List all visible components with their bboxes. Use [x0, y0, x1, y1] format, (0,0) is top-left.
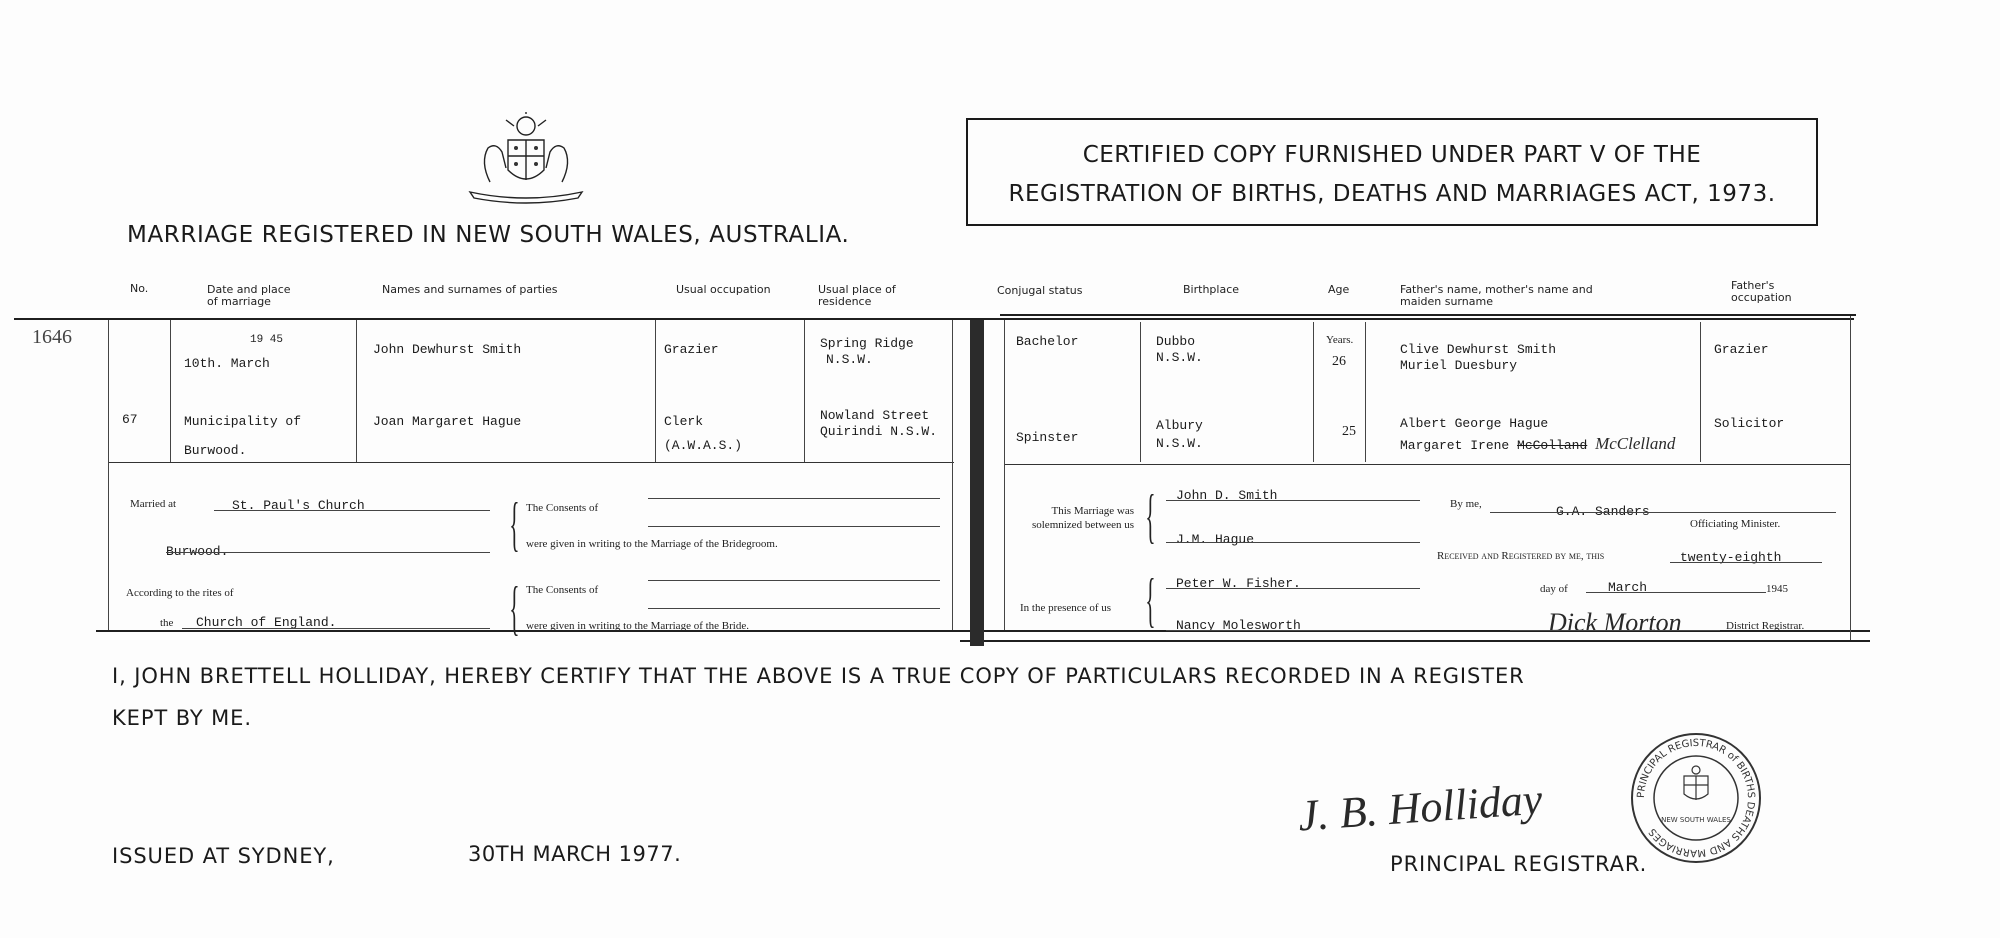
witness-1: Peter W. Fisher. [1176, 576, 1301, 591]
table-top-rule-right [1000, 314, 1856, 316]
column-header-conjugal: Conjugal status [997, 284, 1083, 297]
fill-line [1166, 588, 1420, 589]
groom-signature: John D. Smith [1176, 488, 1278, 503]
received-year: 1945 [1766, 583, 1788, 595]
col-divider [1004, 320, 1005, 630]
bride-birthplace-2: N.S.W. [1156, 436, 1203, 451]
margin-number: 1646 [32, 326, 72, 348]
col-divider [108, 320, 109, 630]
married-at-place: Burwood. [166, 544, 229, 559]
bride-birthplace-1: Albury [1156, 418, 1203, 433]
groom-residence-1: Spring Ridge [820, 336, 914, 351]
bride-mother-struck-surname: McColland [1517, 438, 1588, 453]
married-at-value: St. Paul's Church [232, 498, 365, 513]
bride-residence-1: Nowland Street [820, 408, 930, 423]
fill-line [648, 526, 940, 527]
column-header-no: No. [130, 282, 149, 295]
fill-line [1166, 500, 1420, 501]
bride-father: Albert George Hague [1400, 416, 1549, 431]
col-divider [1850, 316, 1851, 640]
certified-copy-line-2: REGISTRATION OF BIRTHS, DEATHS AND MARRIAGES ACT, 1973. [1008, 181, 1776, 207]
fill-line [214, 510, 490, 511]
brace: { [509, 491, 520, 557]
minister-title: Officiating Minister. [1690, 518, 1781, 530]
consents-text-1: were given in writing to the Marriage of the Bridegroom. [526, 538, 778, 550]
entry-year: 19 45 [250, 334, 284, 346]
col-divider [1140, 322, 1141, 462]
bride-father-occupation: Solicitor [1714, 416, 1785, 431]
groom-birthplace-2: N.S.W. [1156, 350, 1203, 365]
fill-line [648, 580, 940, 581]
received-day: twenty-eighth [1680, 550, 1782, 565]
upper-section-rule-right [1004, 464, 1850, 465]
col-divider [952, 320, 953, 630]
received-month: March [1608, 580, 1648, 595]
consents-label-1: The Consents of [526, 502, 599, 514]
rites-prefix: the [160, 617, 174, 629]
district-registrar-title: District Registrar. [1726, 620, 1805, 632]
entry-number: 67 [122, 412, 138, 427]
seal-inner-text: NEW SOUTH WALES [1661, 816, 1731, 824]
fill-line [648, 498, 940, 499]
groom-residence-2: N.S.W. [826, 352, 873, 367]
column-header-age: Age [1328, 283, 1350, 296]
married-at-label: Married at [130, 498, 177, 510]
fill-line [1490, 512, 1836, 513]
groom-occupation: Grazier [664, 342, 719, 357]
bride-occupation-2: (A.W.A.S.) [664, 438, 743, 453]
bride-mother-handwritten-correction: McClelland [1595, 434, 1676, 453]
registrar-signature: Dick Morton [1548, 608, 1682, 637]
col-divider [1313, 322, 1314, 462]
fill-line [182, 628, 490, 629]
received-label: Received and Registered by me, this [1437, 550, 1605, 562]
groom-birthplace-1: Dubbo [1156, 334, 1196, 349]
bride-mother [1400, 434, 1675, 454]
certification-line-2: KEPT BY ME. [112, 706, 252, 730]
column-header-names: Names and surnames of parties [382, 283, 558, 296]
certified-copy-line-1: CERTIFIED COPY FURNISHED UNDER PART V OF THE [1082, 142, 1702, 168]
principal-registrar-signature: J. B. Holliday [1296, 774, 1544, 841]
seal-text: PRINCIPAL REGISTRAR of BIRTHS DEATHS AND MARRIAGES [1635, 737, 1757, 859]
table-bottom-rule-2 [960, 640, 1870, 642]
fill-line [1510, 630, 1720, 631]
column-header-father-occupation: Father's occupation [1731, 279, 1792, 304]
registered-heading: MARRIAGE REGISTERED IN NEW SOUTH WALES, AUSTRALIA. [127, 222, 850, 248]
entry-date: 10th. March [184, 356, 270, 371]
brace: { [509, 575, 520, 641]
center-binding-bar [970, 320, 984, 646]
issued-at-label: ISSUED AT SYDNEY, [112, 844, 335, 868]
bride-signature: J.M. Hague [1176, 532, 1255, 547]
fill-line [648, 608, 940, 609]
groom-mother: Muriel Duesbury [1400, 358, 1518, 373]
col-divider [1700, 322, 1701, 462]
groom-father-occupation: Grazier [1714, 342, 1769, 357]
fill-line [166, 552, 490, 553]
witness-2: Nancy Molesworth [1176, 618, 1301, 633]
age-label: Years. [1326, 334, 1354, 346]
certification-line-1: I, JOHN BRETTELL HOLLIDAY, HEREBY CERTIFY THAT THE ABOVE IS A TRUE COPY OF PARTICULARS RECORDED IN A REGISTER [112, 664, 1525, 688]
minister-name: G.A. Sanders [1556, 504, 1650, 519]
brace: { [1145, 567, 1156, 633]
bride-residence-2: Quirindi N.S.W. [820, 424, 938, 439]
groom-conjugal-status: Bachelor [1016, 334, 1079, 349]
col-divider [170, 320, 171, 462]
brace: { [1145, 483, 1156, 549]
col-divider [1365, 322, 1366, 462]
groom-age: 26 [1332, 354, 1346, 369]
rites-label: According to the rites of [126, 587, 234, 599]
col-divider [804, 320, 805, 462]
bride-mother-given-names: Margaret Irene [1400, 438, 1510, 453]
bride-conjugal-status: Spinster [1016, 430, 1079, 445]
upper-section-rule [108, 462, 954, 463]
entry-place-2: Burwood. [184, 443, 247, 458]
presence-label: In the presence of us [1020, 602, 1112, 614]
groom-father: Clive Dewhurst Smith [1400, 342, 1557, 357]
issued-date: 30TH MARCH 1977. [468, 842, 682, 866]
fill-line [1166, 542, 1420, 543]
table-top-rule [14, 318, 1854, 320]
column-header-birthplace: Birthplace [1183, 283, 1240, 296]
column-header-occupation: Usual occupation [676, 283, 771, 296]
col-divider [655, 320, 656, 462]
column-header-parents: Father's name, mother's name and maiden surname [1400, 283, 1593, 308]
consents-label-2: The Consents of [526, 584, 599, 596]
col-divider [356, 320, 357, 462]
by-me-label: By me, [1450, 498, 1482, 510]
fill-line [1670, 562, 1822, 563]
bride-name: Joan Margaret Hague [373, 414, 522, 429]
day-of-label: day of [1540, 583, 1568, 595]
fill-line [1166, 630, 1420, 631]
principal-registrar-title: PRINCIPAL REGISTRAR. [1390, 852, 1648, 876]
rites-value: Church of England. [196, 615, 337, 630]
coat-of-arms-emblem [460, 112, 592, 204]
groom-name: John Dewhurst Smith [373, 342, 522, 357]
bride-occupation-1: Clerk [664, 414, 704, 429]
solemnized-label: This Marriage was solemnized between us [1031, 505, 1134, 531]
consents-text-2: were given in writing to the Marriage of the Bride. [526, 620, 749, 631]
fill-line [1586, 592, 1766, 593]
column-header-date-place: Date and place of marriage [207, 283, 291, 308]
registrar-seal-stamp [1628, 730, 1764, 866]
bride-age: 25 [1342, 424, 1356, 439]
entry-place-1: Municipality of [184, 414, 302, 429]
column-header-residence: Usual place of residence [818, 283, 896, 308]
certified-copy-box [966, 118, 1818, 226]
